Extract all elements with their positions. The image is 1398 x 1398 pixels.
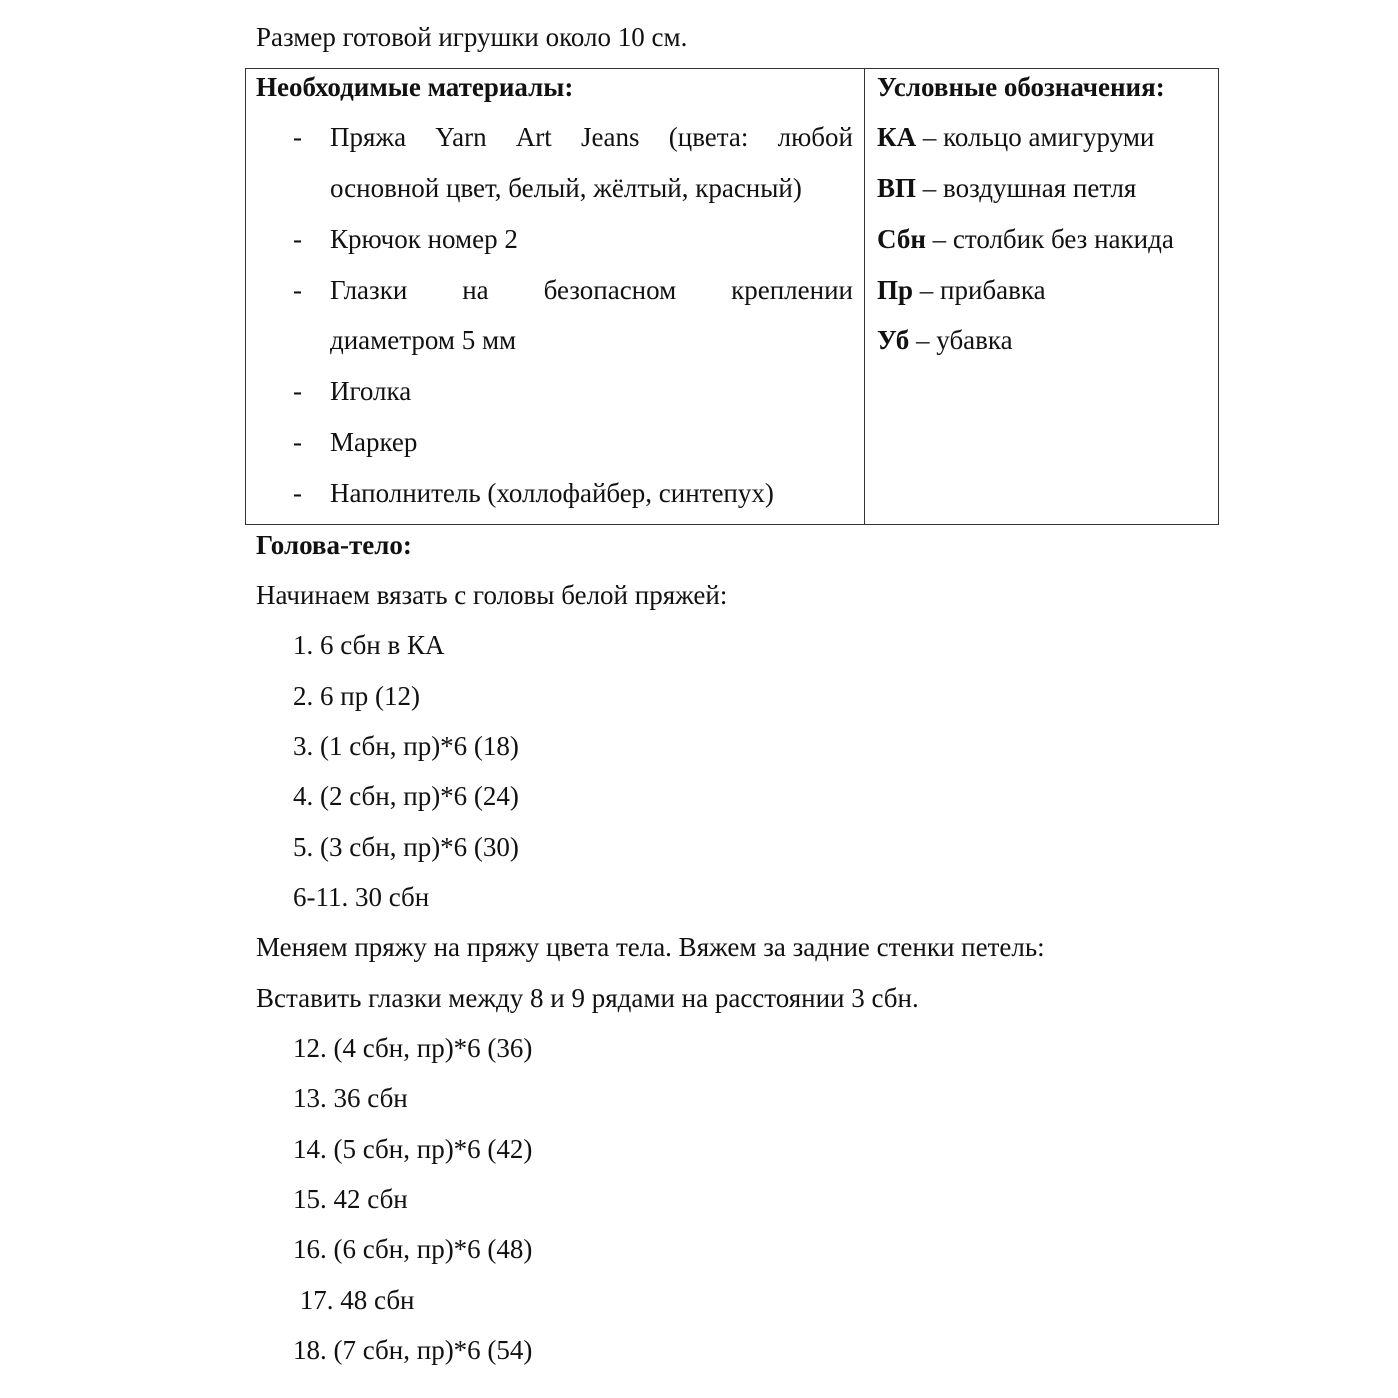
legend-item [877, 175, 1136, 202]
legend-title: Условные обозначения: [877, 72, 1165, 102]
pattern-row: 2. 6 пр (12) [293, 681, 420, 711]
start-text: Начинаем вязать с головы белой пряжей: [256, 580, 728, 610]
material-filler: Наполнитель (холлофайбер, синтепух) [330, 478, 774, 508]
material-eyes-word: на [462, 275, 489, 305]
material-needle: Иголка [330, 376, 412, 406]
material-yarn-word: Art [515, 122, 552, 152]
material-yarn-word: (цвета: [668, 122, 749, 152]
material-yarn-word: Yarn [435, 122, 487, 152]
list-dash: - [293, 376, 302, 406]
material-eyes-word: Глазки [330, 275, 408, 305]
legend-item [877, 124, 1154, 151]
material-yarn-word: Пряжа [330, 122, 407, 152]
pattern-row: 17. 48 сбн [293, 1285, 415, 1315]
pattern-row: 5. (3 сбн, пр)*6 (30) [293, 832, 519, 862]
material-yarn-word: Jeans [581, 122, 640, 152]
list-dash: - [293, 478, 302, 508]
legend-desc: – убавка [909, 325, 1013, 355]
legend-abbr: ВП [877, 173, 917, 203]
material-yarn [330, 124, 853, 151]
pattern-row: 16. (6 сбн, пр)*6 (48) [293, 1234, 533, 1264]
legend-desc: – столбик без накида [925, 224, 1174, 254]
pattern-row: 18. (7 сбн, пр)*6 (54) [293, 1335, 533, 1365]
legend-item [877, 327, 1013, 354]
pattern-row: 14. (5 сбн, пр)*6 (42) [293, 1134, 533, 1164]
legend-abbr: Уб [877, 325, 910, 355]
legend-desc: – кольцо амигуруми [916, 122, 1155, 152]
legend-abbr: Пр [877, 275, 914, 305]
change-yarn-text: Меняем пряжу на пряжу цвета тела. Вяжем за задние стенки петель: [256, 932, 1045, 962]
material-eyes-word: креплении [731, 275, 853, 305]
legend-desc: – прибавка [913, 275, 1046, 305]
material-marker: Маркер [330, 427, 418, 457]
material-eyes-line2: диаметром 5 мм [330, 325, 517, 355]
legend-abbr: Сбн [877, 224, 926, 254]
legend-abbr: КА [877, 122, 917, 152]
pattern-row: 3. (1 сбн, пр)*6 (18) [293, 731, 519, 761]
insert-eyes-text: Вставить глазки между 8 и 9 рядами на расстоянии 3 сбн. [256, 983, 919, 1013]
pattern-row: 1. 6 сбн в КА [293, 630, 445, 660]
materials-title: Необходимые материалы: [256, 72, 574, 102]
legend-desc: – воздушная петля [916, 173, 1137, 203]
material-eyes [330, 277, 853, 304]
legend-item [877, 226, 1174, 253]
pattern-row: 13. 36 сбн [293, 1083, 408, 1113]
material-yarn-line2: основной цвет, белый, жёлтый, красный) [330, 173, 802, 203]
pattern-row: 12. (4 сбн, пр)*6 (36) [293, 1033, 533, 1063]
material-hook: Крючок номер 2 [330, 224, 518, 254]
material-eyes-word: безопасном [543, 275, 677, 305]
intro-text: Размер готовой игрушки около 10 см. [256, 22, 688, 52]
pattern-row: 15. 42 сбн [293, 1184, 408, 1214]
list-dash: - [293, 122, 302, 152]
material-yarn-word: любой [777, 122, 853, 152]
list-dash: - [293, 275, 302, 305]
section-title: Голова-тело: [256, 530, 412, 560]
list-dash: - [293, 224, 302, 254]
list-dash: - [293, 427, 302, 457]
legend-item [877, 277, 1046, 304]
table-divider [864, 68, 865, 525]
pattern-row: 6-11. 30 сбн [293, 882, 430, 912]
pattern-row: 4. (2 сбн, пр)*6 (24) [293, 781, 519, 811]
